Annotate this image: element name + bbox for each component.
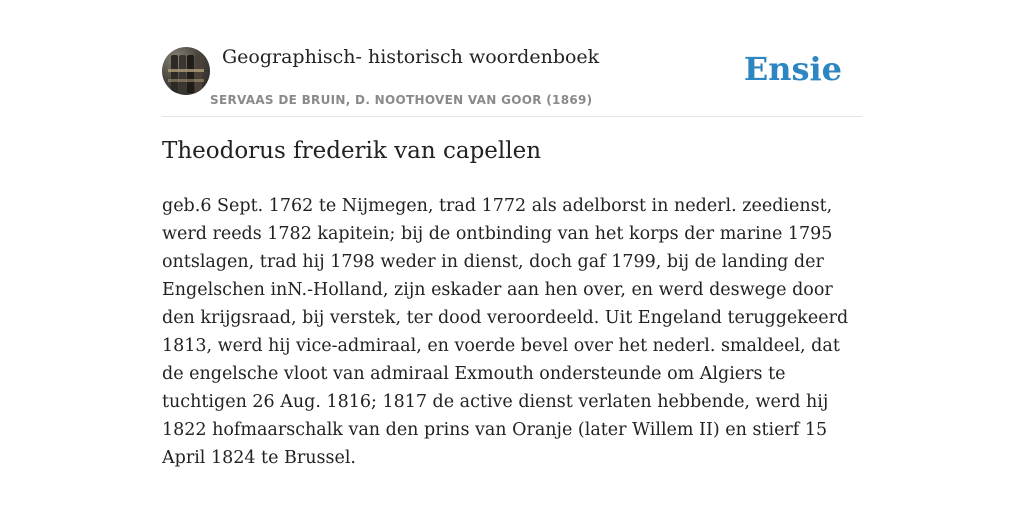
source-book-title-link[interactable]: Geographisch- historisch woordenboek: [222, 46, 600, 68]
book-spine-1: [171, 55, 178, 93]
entry-title: Theodorus frederik van capellen: [162, 138, 542, 164]
book-spine-2: [179, 55, 186, 93]
book-thumbnail-icon[interactable]: [162, 47, 210, 95]
entry-body: geb.6 Sept. 1762 te Nijmegen, trad 1772 als adelborst in nederl. zeedienst, werd reeds 1782 kapitein; bij de ontbinding van het korps der marine 1795 ontslagen, trad hij 1798 weder in dienst, doch gaf 1799, bij de landing der Engelschen inN.-Holland, zijn eskader aan hen over, en werd deswege door den krijgsraad, bij verstek, ter dood veroordeeld. Uit Engeland teruggekeerd 1813, werd hij vice-admiraal, en voerde bevel over het nederl. smaldeel, dat de engelsche vloot van admiraal Exmouth ondersteunde om Algiers te tuchtigen 26 Aug. 1816; 1817 de active dienst verlaten hebbende, werd hij 1822 hofmaarschalk van den prins van Oranje (later Willem II) en stierf 15 April 1824 te Brussel.: [162, 196, 849, 468]
ensie-logo[interactable]: Ensie: [743, 50, 842, 88]
book-band-1: [168, 69, 204, 72]
source-authors: SERVAAS DE BRUIN, D. NOOTHOVEN VAN GOOR (1869): [210, 93, 593, 107]
book-band-2: [168, 79, 204, 82]
source-header: [162, 46, 862, 117]
book-spine-3: [187, 55, 194, 93]
book-spine-4: [195, 55, 202, 93]
